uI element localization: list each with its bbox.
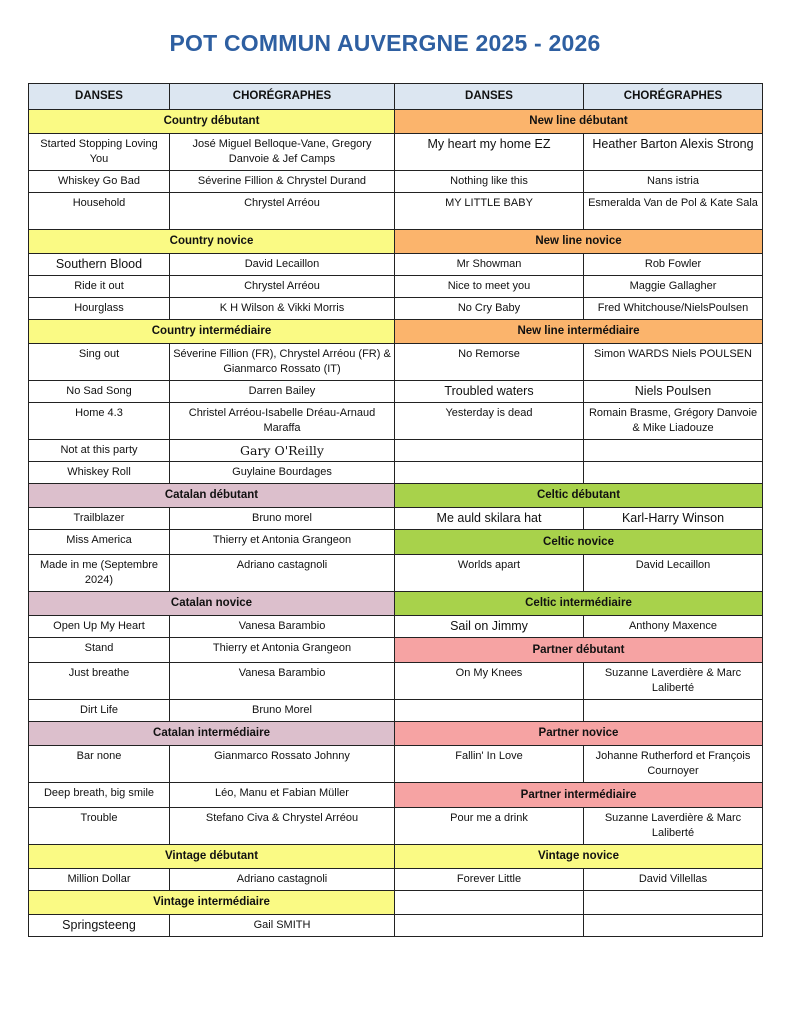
- table-row: [29, 276, 763, 298]
- choreographer-name: Gary O'Reilly: [170, 440, 395, 462]
- section-row: [29, 110, 763, 134]
- dance-name: Household: [29, 193, 170, 230]
- section-partner-intermediaire: Partner intermédiaire: [395, 783, 763, 808]
- choreographer-name: Chrystel Arréou: [170, 193, 395, 230]
- choreographer-name: Séverine Fillion & Chrystel Durand: [170, 171, 395, 193]
- table-row: [29, 808, 763, 845]
- section-row: [29, 230, 763, 254]
- dance-name: Not at this party: [29, 440, 170, 462]
- dance-name: Miss America: [29, 530, 170, 555]
- choreographer-name: Romain Brasme, Grégory Danvoie & Mike Liadouze: [584, 403, 763, 440]
- table-row: [29, 915, 763, 937]
- section-newline-debutant: New line débutant: [395, 110, 763, 134]
- dance-name: No Sad Song: [29, 381, 170, 403]
- section-partner-debutant: Partner débutant: [395, 638, 763, 663]
- dance-name: Trouble: [29, 808, 170, 845]
- section-celtic-intermediaire: Celtic intermédiaire: [395, 592, 763, 616]
- section-row: [29, 891, 763, 915]
- page-title: POT COMMUN AUVERGNE 2025 - 2026: [169, 30, 601, 56]
- choreographer-name: Léo, Manu et Fabian Müller: [170, 783, 395, 808]
- choreographer-name: Thierry et Antonia Grangeon: [170, 530, 395, 555]
- section-row: [29, 320, 763, 344]
- section-catalan-debutant: Catalan débutant: [29, 484, 395, 508]
- empty-cell: [584, 462, 763, 484]
- table-row: [29, 746, 763, 783]
- empty-cell: [584, 891, 763, 915]
- dance-name: Deep breath, big smile: [29, 783, 170, 808]
- choreographer-name: Niels Poulsen: [584, 381, 763, 403]
- dance-name: Dirt Life: [29, 700, 170, 722]
- table-row: [29, 508, 763, 530]
- dance-name: Yesterday is dead: [395, 403, 584, 440]
- dance-name: Worlds apart: [395, 555, 584, 592]
- choreographer-name: Suzanne Laverdière & Marc Laliberté: [584, 808, 763, 845]
- dance-name: Forever Little: [395, 869, 584, 891]
- empty-cell: [395, 440, 584, 462]
- dance-name: No Remorse: [395, 344, 584, 381]
- dance-name: Just breathe: [29, 663, 170, 700]
- choreographer-name: Johanne Rutherford et François Cournoyer: [584, 746, 763, 783]
- choreographer-name: Vanesa Barambio: [170, 616, 395, 638]
- empty-cell: [395, 700, 584, 722]
- choreographer-name: Guylaine Bourdages: [170, 462, 395, 484]
- choreographer-name: Esmeralda Van de Pol & Kate Sala: [584, 193, 763, 230]
- choreographer-name: K H Wilson & Vikki Morris: [170, 298, 395, 320]
- dance-name: Bar none: [29, 746, 170, 783]
- section-row: [29, 484, 763, 508]
- table-row: [29, 530, 763, 555]
- dance-name: Sail on Jimmy: [395, 616, 584, 638]
- header-row: [29, 84, 763, 110]
- table-row: [29, 440, 763, 462]
- dance-name: Nothing like this: [395, 171, 584, 193]
- choreographer-name: Rob Fowler: [584, 254, 763, 276]
- choreographer-name: Chrystel Arréou: [170, 276, 395, 298]
- section-newline-intermediaire: New line intermédiaire: [395, 320, 763, 344]
- table-row: [29, 555, 763, 592]
- empty-cell: [584, 440, 763, 462]
- table-row: [29, 298, 763, 320]
- section-vintage-novice: Vintage novice: [395, 845, 763, 869]
- dance-name: Pour me a drink: [395, 808, 584, 845]
- table-row: [29, 700, 763, 722]
- table-row: [29, 616, 763, 638]
- section-partner-novice: Partner novice: [395, 722, 763, 746]
- dance-name: Open Up My Heart: [29, 616, 170, 638]
- table-row: [29, 171, 763, 193]
- choreographer-name: Gianmarco Rossato Johnny: [170, 746, 395, 783]
- choreographer-name: Adriano castagnoli: [170, 869, 395, 891]
- choreographer-name: Fred Whitchouse/NielsPoulsen: [584, 298, 763, 320]
- section-country-novice: Country novice: [29, 230, 395, 254]
- section-country-debutant: Country débutant: [29, 110, 395, 134]
- choreographer-name: Anthony Maxence: [584, 616, 763, 638]
- choreographer-name: Christel Arréou-Isabelle Dréau-Arnaud Maraffa: [170, 403, 395, 440]
- dance-name: Me auld skilara hat: [395, 508, 584, 530]
- dance-name: Troubled waters: [395, 381, 584, 403]
- dance-name: Million Dollar: [29, 869, 170, 891]
- dance-name: Trailblazer: [29, 508, 170, 530]
- table-row: [29, 403, 763, 440]
- dance-name: Home 4.3: [29, 403, 170, 440]
- empty-cell: [395, 915, 584, 937]
- header-danses-right: DANSES: [395, 84, 584, 110]
- dance-name: Sing out: [29, 344, 170, 381]
- table-row: [29, 638, 763, 663]
- choreographer-name: Thierry et Antonia Grangeon: [170, 638, 395, 663]
- table-row: [29, 869, 763, 891]
- choreographer-name: David Villellas: [584, 869, 763, 891]
- choreographer-name: Heather Barton Alexis Strong: [584, 134, 763, 171]
- choreographer-name: Bruno morel: [170, 508, 395, 530]
- choreographer-name: Bruno Morel: [170, 700, 395, 722]
- choreographer-name: Nans istria: [584, 171, 763, 193]
- empty-cell: [584, 915, 763, 937]
- empty-cell: [584, 700, 763, 722]
- choreographer-name: Suzanne Laverdière & Marc Laliberté: [584, 663, 763, 700]
- empty-cell: [395, 891, 584, 915]
- choreographer-name: Vanesa Barambio: [170, 663, 395, 700]
- section-vintage-intermediaire: Vintage intermédiaire: [29, 891, 395, 915]
- choreographer-name: Gail SMITH: [170, 915, 395, 937]
- section-celtic-debutant: Celtic débutant: [395, 484, 763, 508]
- empty-cell: [395, 462, 584, 484]
- choreographer-name: Karl-Harry Winson: [584, 508, 763, 530]
- section-vintage-debutant: Vintage débutant: [29, 845, 395, 869]
- header-danses-left: DANSES: [29, 84, 170, 110]
- table-row: [29, 663, 763, 700]
- dance-name: Springsteeng: [29, 915, 170, 937]
- choreographer-name: Séverine Fillion (FR), Chrystel Arréou (FR) & Gianmarco Rossato (IT): [170, 344, 395, 381]
- table-row: [29, 783, 763, 808]
- dance-name: Made in me (Septembre 2024): [29, 555, 170, 592]
- choreographer-name: David Lecaillon: [170, 254, 395, 276]
- section-catalan-intermediaire: Catalan intermédiaire: [29, 722, 395, 746]
- table-row: [29, 381, 763, 403]
- dance-name: MY LITTLE BABY: [395, 193, 584, 230]
- choreographer-name: Stefano Civa & Chrystel Arréou: [170, 808, 395, 845]
- table-row: [29, 462, 763, 484]
- dance-name: Fallin' In Love: [395, 746, 584, 783]
- section-row: [29, 845, 763, 869]
- dance-name: Nice to meet you: [395, 276, 584, 298]
- dance-name: Whiskey Roll: [29, 462, 170, 484]
- dance-name: Southern Blood: [29, 254, 170, 276]
- section-country-intermediaire: Country intermédiaire: [29, 320, 395, 344]
- table-row: [29, 344, 763, 381]
- dance-name: Started Stopping Loving You: [29, 134, 170, 171]
- section-row: [29, 592, 763, 616]
- header-choregraphes-right: CHORÉGRAPHES: [584, 84, 763, 110]
- table-row: [29, 254, 763, 276]
- table-row: [29, 193, 763, 230]
- dance-name: On My Knees: [395, 663, 584, 700]
- dance-table: [28, 83, 762, 937]
- section-row: [29, 722, 763, 746]
- choreographer-name: Maggie Gallagher: [584, 276, 763, 298]
- section-celtic-novice: Celtic novice: [395, 530, 763, 555]
- dance-name: My heart my home EZ: [395, 134, 584, 171]
- dance-name: Stand: [29, 638, 170, 663]
- choreographer-name: José Miguel Belloque-Vane, Gregory Danvoie & Jef Camps: [170, 134, 395, 171]
- table-row: [29, 134, 763, 171]
- header-choregraphes-left: CHORÉGRAPHES: [170, 84, 395, 110]
- choreographer-name: Simon WARDS Niels POULSEN: [584, 344, 763, 381]
- choreographer-name: Darren Bailey: [170, 381, 395, 403]
- choreographer-name: Adriano castagnoli: [170, 555, 395, 592]
- section-catalan-novice: Catalan novice: [29, 592, 395, 616]
- dance-name: Ride it out: [29, 276, 170, 298]
- dance-name: Whiskey Go Bad: [29, 171, 170, 193]
- dance-name: Hourglass: [29, 298, 170, 320]
- dance-name: Mr Showman: [395, 254, 584, 276]
- section-newline-novice: New line novice: [395, 230, 763, 254]
- choreographer-name: David Lecaillon: [584, 555, 763, 592]
- dance-name: No Cry Baby: [395, 298, 584, 320]
